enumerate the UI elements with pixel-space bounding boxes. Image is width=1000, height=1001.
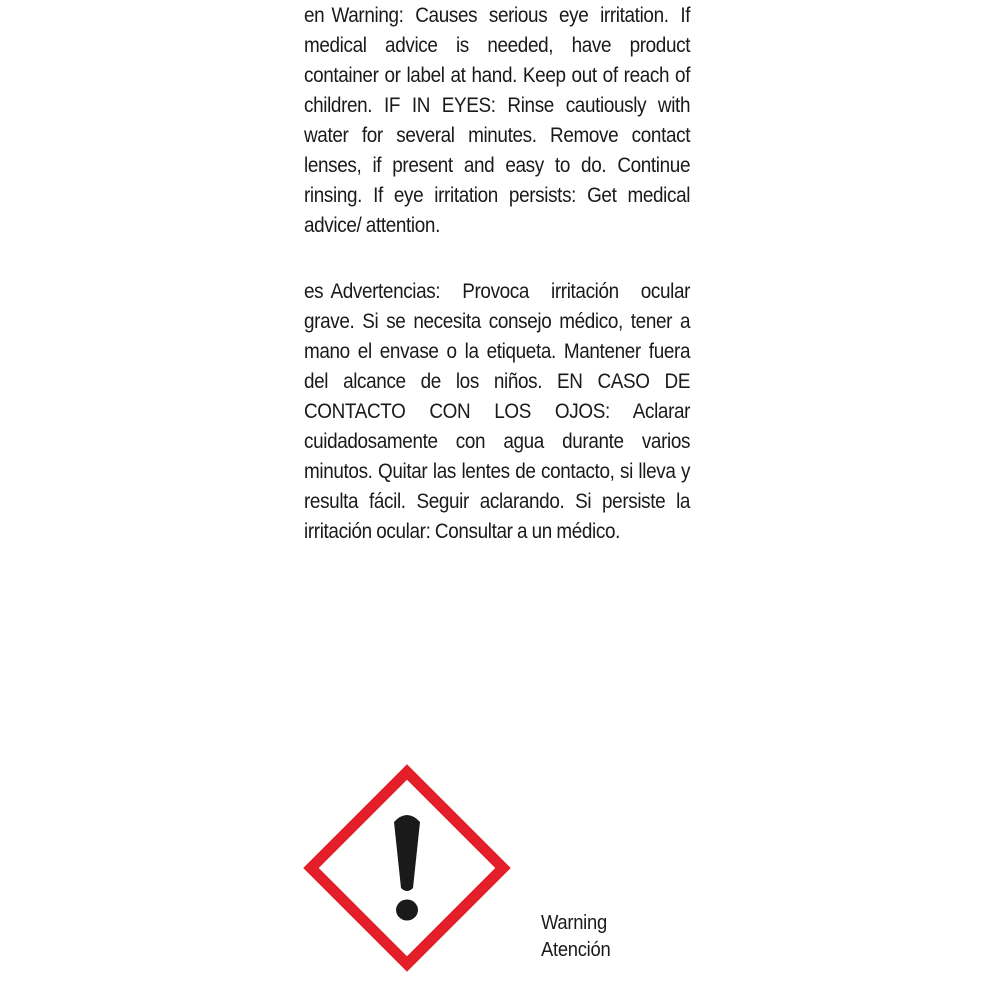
language-code-en: en	[304, 4, 325, 27]
exclamation-mark-hazard-icon	[303, 764, 511, 972]
precaution-text-en	[304, 1, 690, 241]
signal-word-en: Warning	[541, 912, 607, 934]
precaution-body-es: Advertencias: Provoca irritación ocular grave. Si se necesita consejo médico, tener a mano el envase o la etiqueta. Mantener fuera del alcance de los niños. EN CASO DE CONTACTO CON LOS OJOS: Aclarar cuidadosamente con agua durante varios minutos. Quitar las lentes de contacto, si lleva y resulta fácil. Seguir aclarando. Si persiste la irritación ocular: Consultar a un médico.	[304, 280, 691, 543]
signal-word-es: Atención	[541, 939, 611, 961]
precaution-text-es	[304, 277, 690, 547]
language-code-es: es	[304, 280, 324, 303]
signal-words	[541, 910, 610, 964]
precaution-body-en: Warning: Causes serious eye irritation. If medical advice is needed, have product container or label at hand. Keep out of reach of children. IF IN EYES: Rinse cautiously with water for several minutes. Remove contact lenses, if present and easy to do. Continue rinsing. If eye irritation persists: Get medical advice/ attention.	[304, 4, 691, 237]
exclamation-dot	[396, 900, 418, 921]
